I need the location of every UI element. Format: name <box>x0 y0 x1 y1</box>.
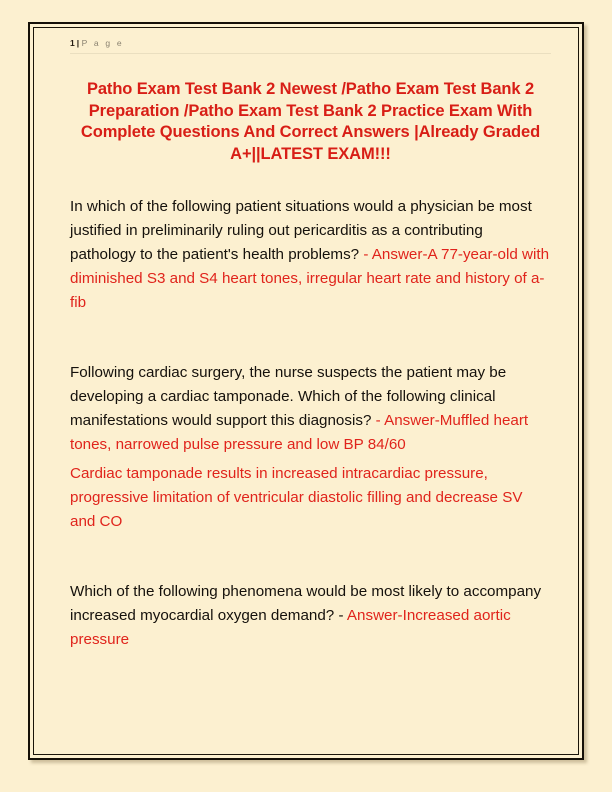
qa-paragraph <box>70 195 551 315</box>
answer-text: - Answer-A 77-year-old with diminished S3 and S4 heart tones, irregular heart rate and history of a-fib <box>70 246 550 311</box>
answer-text: Answer-Increased aortic pressure <box>70 607 511 648</box>
page-label-word: P a g e <box>81 38 124 48</box>
block-spacer <box>70 345 551 361</box>
qa-block <box>70 361 551 534</box>
page-label-separator: | <box>76 38 80 48</box>
page-label <box>70 39 551 48</box>
header-divider <box>70 53 551 54</box>
question-text: Which of the following phenomena would be most likely to accompany increased myocardial oxygen demand? - <box>70 583 542 624</box>
answer-note: Cardiac tamponade results in increased intracardiac pressure, progressive limitation of ventricular diastolic filling and decrease SV and CO <box>70 465 523 530</box>
qa-paragraph <box>70 580 551 652</box>
qa-list <box>70 195 551 652</box>
qa-block <box>70 580 551 652</box>
document-title: Patho Exam Test Bank 2 Newest /Patho Exam Test Bank 2 Preparation /Patho Exam Test Bank 2 Practice Exam With Complete Questions And Correct Answers |Already Graded A+||LATEST EXAM!!! <box>80 80 541 163</box>
answer-text: - Answer-Muffled heart tones, narrowed pulse pressure and low BP 84/60 <box>70 412 529 453</box>
page-content <box>33 27 579 755</box>
question-text: Following cardiac surgery, the nurse suspects the patient may be developing a cardiac tamponade. Which of the following clinical manifestations would support this diagnosis? <box>70 364 507 429</box>
running-header <box>70 35 551 61</box>
page-number: 1 <box>70 38 75 48</box>
question-text: In which of the following patient situations would a physician be most justified in preliminarily ruling out pericarditis as a contributing pathology to the patient's health problems? <box>70 198 532 263</box>
qa-block <box>70 195 551 315</box>
block-spacer <box>70 564 551 580</box>
qa-paragraph <box>70 361 551 457</box>
